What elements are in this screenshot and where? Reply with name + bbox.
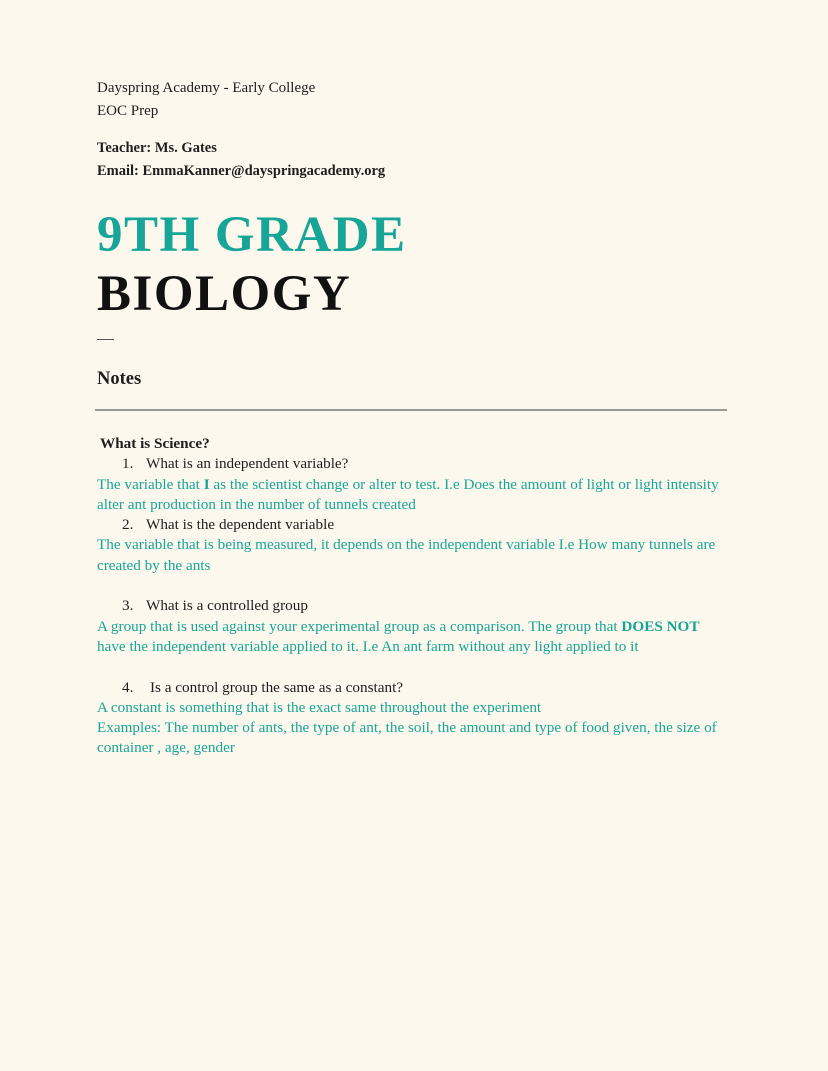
- question-text: What is a controlled group: [146, 597, 308, 615]
- question-number: 2.: [122, 516, 134, 534]
- title-subject: BIOLOGY: [97, 266, 352, 322]
- question-text: What is the dependent variable: [146, 516, 335, 534]
- answer-emphasis: DOES NOT: [621, 617, 700, 635]
- title-divider: [97, 339, 114, 340]
- section-heading: Notes: [97, 369, 142, 389]
- notes-body: [97, 434, 731, 759]
- teacher-email: Email: EmmaKanner@dayspringacademy.org: [97, 163, 386, 179]
- answer-4a: A constant is something that is the exact same throughout the experiment: [97, 698, 542, 716]
- question-3: [97, 596, 731, 616]
- question-1: [97, 454, 731, 474]
- horizontal-rule: [95, 409, 727, 411]
- question-number: 4.: [122, 678, 134, 696]
- school-name: Dayspring Academy - Early College: [97, 80, 316, 96]
- answer-text: as the scientist change or alter to test. I.e Does the amount of light or light intensity alter ant production in the number of tunnels created: [97, 475, 719, 513]
- question-number: 1.: [122, 455, 134, 473]
- answer-2: The variable that is being measured, it depends on the independent variable I.e How many tunnels are created by the ants: [97, 536, 716, 574]
- teacher-info: [97, 137, 385, 183]
- title-grade: 9TH GRADE: [97, 207, 407, 263]
- notes-heading: What is Science?: [100, 435, 210, 452]
- question-text: What is an independent variable?: [146, 455, 349, 473]
- course-name: EOC Prep: [97, 103, 159, 119]
- teacher-name: Teacher: Ms. Gates: [97, 140, 217, 156]
- question-number: 3.: [122, 597, 134, 615]
- question-4: [97, 678, 731, 698]
- answer-text: The variable that: [97, 475, 204, 493]
- document-header: [97, 77, 315, 123]
- question-2: [97, 515, 731, 535]
- answer-emphasis: I: [203, 475, 210, 493]
- answer-text: A group that is used against your experimental group as a comparison. The group that: [97, 617, 622, 635]
- answer-text: have the independent variable applied to it. I.e An ant farm without any light applied to it: [97, 637, 639, 655]
- answer-1: [97, 475, 731, 516]
- answer-4b: Examples: The number of ants, the type of ant, the soil, the amount and type of food given, the size of container , age, gender: [97, 719, 717, 757]
- answer-3: [97, 617, 731, 658]
- question-text: Is a control group the same as a constant?: [150, 678, 404, 696]
